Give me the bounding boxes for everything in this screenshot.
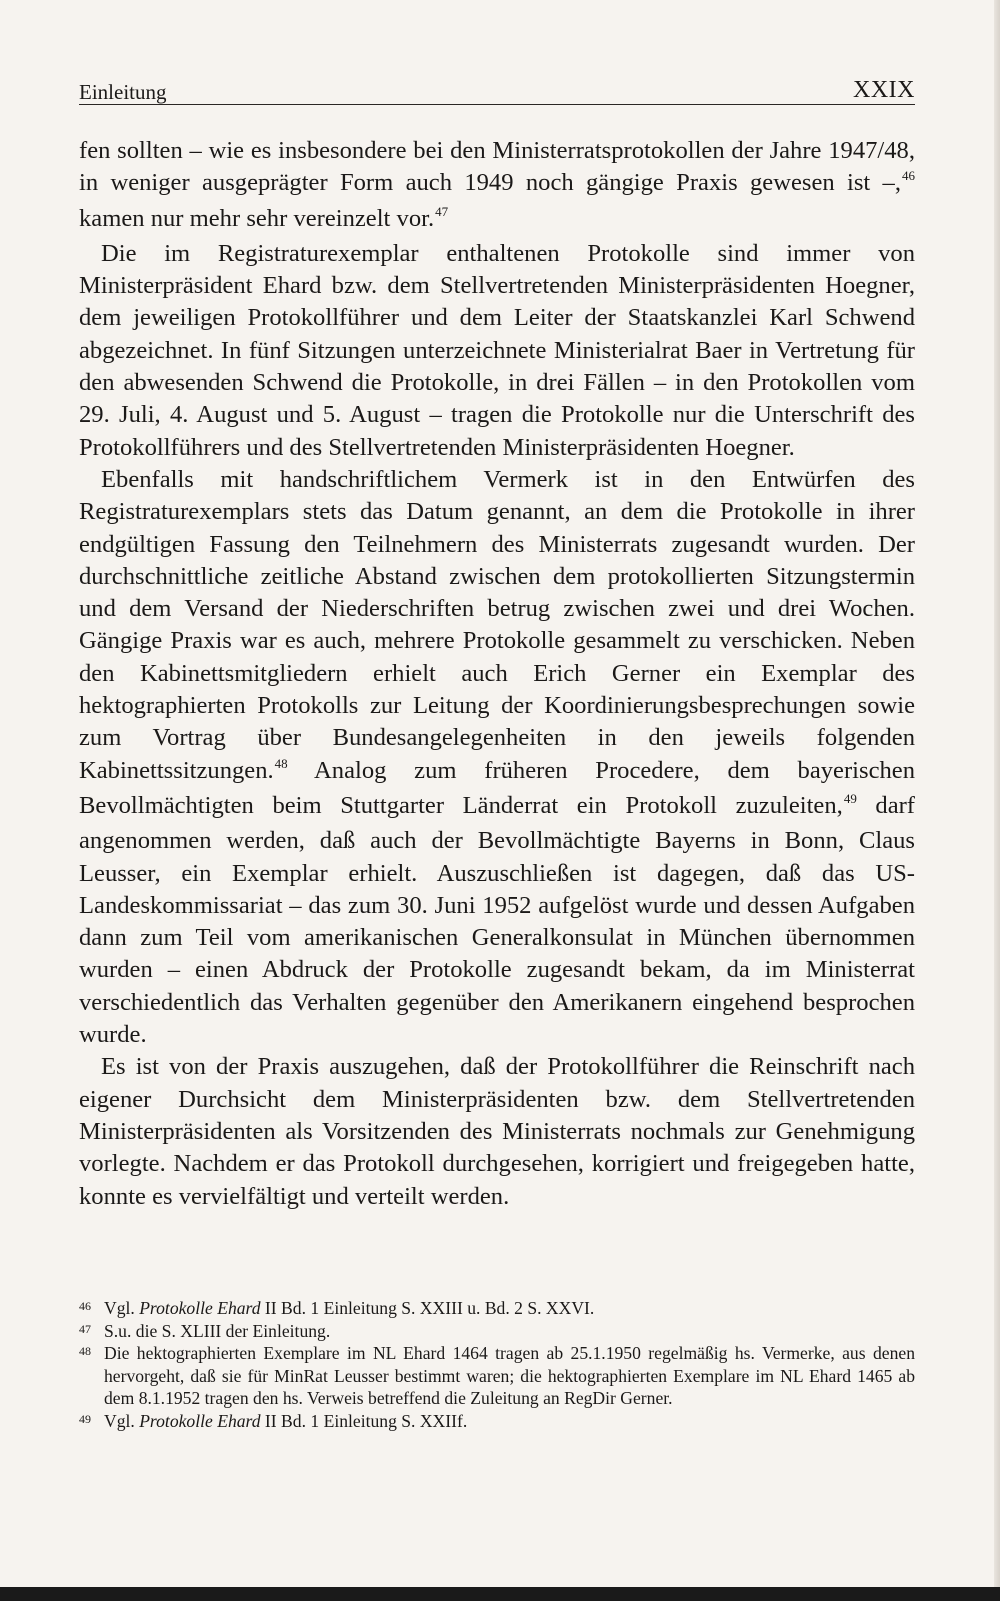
footnote-number: 46 xyxy=(79,1299,91,1313)
page-edge xyxy=(994,0,1000,1601)
page-number: XXIX xyxy=(853,77,915,103)
body-text xyxy=(79,135,915,1213)
footnote xyxy=(79,1320,915,1343)
text-run: Ebenfalls mit handschriftlichem Vermerk ist in den Entwürfen des Registraturexemplars stets das Datum genannt, an dem die Protokolle in ihrer endgültigen Fassung den Teilnehmern des Ministerrats zugesandt wurden. Der durchschnittliche zeitliche Abstand zwischen dem protokollierten Sitzungstermin und dem Versand der Niederschriften betrug zwischen zwei und drei Wochen. Gängige Praxis war es auch, mehrere Protokolle gesammelt zu verschicken. Neben den Kabinettsmitgliedern erhielt auch Erich Gerner ein Exemplar des hektographierten Protokolls zur Leitung der Koordinierungsbesprechungen sowie zum Vortrag über Bundesangelegenheiten in den jeweils folgenden Kabinettssitzungen. xyxy=(79,465,915,784)
text-run: II Bd. 1 Einleitung S. XXIIf. xyxy=(260,1410,468,1431)
footnote-reference: 46 xyxy=(902,168,915,184)
text-run: II Bd. 1 Einleitung S. XXIII u. Bd. 2 S. XXVI. xyxy=(260,1298,595,1318)
text-run: kamen nur mehr sehr vereinzelt vor. xyxy=(79,204,435,232)
footnote-reference: 49 xyxy=(843,790,857,806)
footnote-number: 49 xyxy=(79,1411,91,1426)
text-run: Die im Registraturexemplar enthaltenen Protokolle sind immer von Ministerpräsident Ehard bzw. dem Stellvertretenden Ministerpräsidenten Hoegner, dem jeweiligen Protokollführer und dem Leiter der Staatskanzlei Karl Schwend abgezeichnet. In fünf Sitzungen unterzeichnete Ministerialrat Baer in Vertretung für den abwesenden Schwend die Protokolle, in drei Fällen – in den Protokollen vom 29. Juli, 4. August und 5. August – tragen die Protokolle nur die Unterschrift des Protokollführers und des Stellvertretenden Ministerpräsidenten Hoegner. xyxy=(79,239,915,461)
text-run: S.u. die S. XLIII der Einleitung. xyxy=(104,1320,331,1341)
text-run: Die hektographierten Exemplare im NL Ehard 1464 tragen ab 25.1.1950 regelmäßig hs. Vermerke, aus denen hervorgeht, daß sie für MinRat Leusser bestimmt waren; die hektographierten Exemplare im NL Ehard 1465 ab dem 8.1.1952 tragen den hs. Verweis betreffend die Zuleitung an RegDir Gerner. xyxy=(104,1343,915,1408)
text-run: fen sollten – wie es insbesondere bei den Ministerratsprotokollen der Jahre 1947/48, in weniger ausgeprägter Form auch 1949 noch gängige Praxis gewesen ist –, xyxy=(79,137,915,197)
paragraph xyxy=(79,238,915,464)
footnote xyxy=(79,1342,915,1410)
text-run: Analog zum früheren Procedere, dem bayerischen Bevollmächtigten beim Stuttgarter Länderrat ein Protokoll zuzuleiten, xyxy=(79,756,915,819)
footnote-number: 48 xyxy=(79,1344,91,1358)
footnote-reference: 48 xyxy=(274,755,288,771)
text-run: Es ist von der Praxis auszugehen, daß der Protokollführer die Reinschrift nach eigener Durchsicht dem Ministerpräsidenten bzw. dem Stellvertretenden Ministerpräsidenten als Vorsitzenden des Ministerrats nochmals zur Genehmigung vorlegte. Nachdem er das Protokoll durchgesehen, korrigiert und freigegeben hatte, konnte es vervielfältigt und verteilt werden. xyxy=(79,1053,915,1210)
paragraph xyxy=(79,1051,915,1212)
header-section-title: Einleitung xyxy=(79,80,167,104)
italic-title: Protokolle Ehard xyxy=(139,1298,261,1318)
footnote xyxy=(79,1410,915,1433)
running-header xyxy=(79,74,915,105)
footnotes xyxy=(79,1297,915,1432)
footnote-number: 47 xyxy=(79,1321,91,1336)
footnote-reference: 47 xyxy=(435,203,449,219)
paragraph xyxy=(79,135,915,238)
scan-border xyxy=(0,1587,1000,1601)
paragraph xyxy=(79,464,915,1051)
text-run: Vgl. xyxy=(104,1298,140,1318)
italic-title: Protokolle Ehard xyxy=(139,1410,261,1431)
text-run: darf angenommen werden, daß auch der Bevollmächtigte Bayerns in Bonn, Claus Leusser, ein Exemplar erhielt. Auszuschließen ist dagegen, daß das US-Landeskommissariat – das zum 30. Juni 1952 aufgelöst wurde und dessen Aufgaben dann zum Teil vom amerikanischen Generalkonsulat in München übernommen wurden – einen Abdruck der Protokolle zugesandt bekam, da im Ministerrat verschiedentlich das Verhalten gegenüber den Amerikanern eingehend besprochen wurde. xyxy=(79,791,916,1049)
text-run: Vgl. xyxy=(104,1410,140,1431)
footnote xyxy=(79,1297,915,1320)
